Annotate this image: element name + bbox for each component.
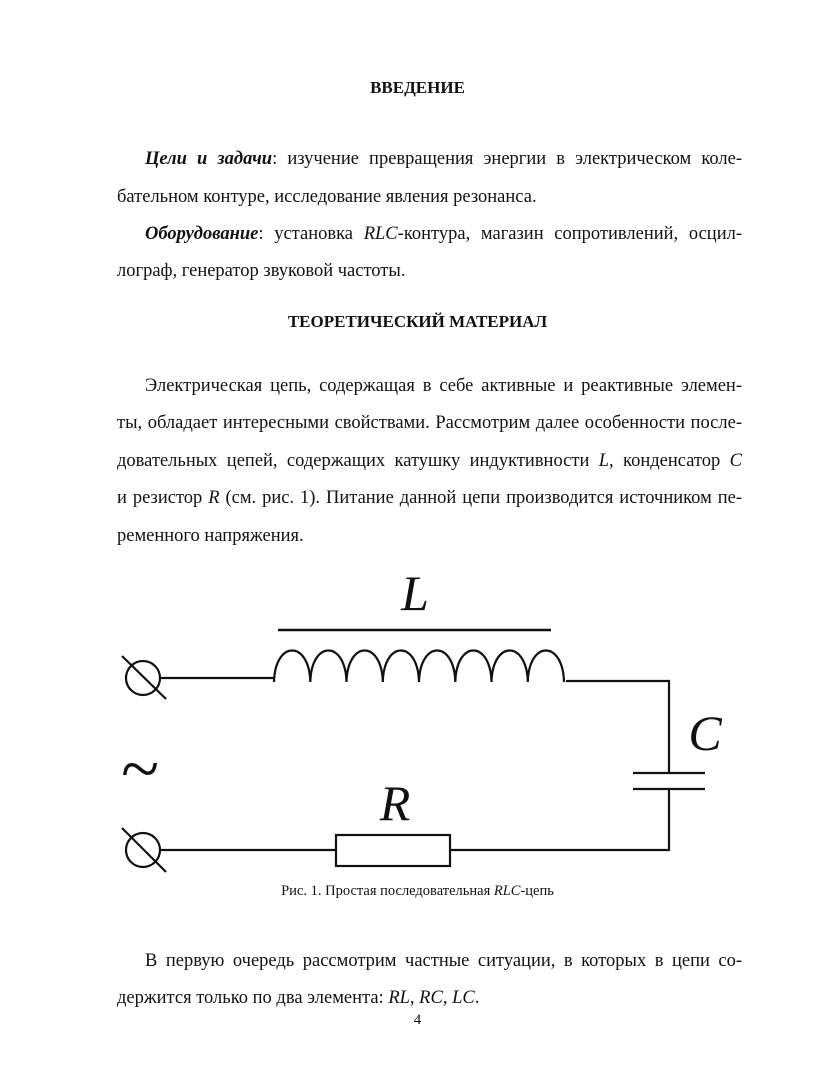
inductor-coil — [274, 651, 564, 683]
emphasized-text: L — [598, 451, 610, 471]
capacitor-label: C — [688, 705, 722, 761]
text-segment: довательных цепей, содержащих катушку индуктивности — [117, 451, 599, 471]
emphasized-text: C — [729, 451, 743, 471]
inductor-label: L — [401, 565, 429, 621]
ac-source-symbol: ~ — [121, 731, 159, 808]
resistor-label: R — [379, 775, 411, 831]
text-segment: (см. рис. 1). Питание данной цепи производится источником пе- — [219, 488, 742, 508]
text-segment: . — [474, 988, 480, 1008]
emphasized-text: RLC — [363, 224, 398, 244]
heading-theory: ТЕОРЕТИЧЕСКИЙ МАТЕРИАЛ — [287, 312, 548, 331]
text-segment: держится только по два элемента: — [117, 988, 389, 1008]
caption-prefix: Рис. 1. Простая последовательная — [281, 883, 494, 899]
text-segment: : установка — [258, 224, 364, 244]
emphasized-text: LC — [452, 988, 475, 1008]
text-segment: , конденсатор — [609, 451, 730, 471]
text-segment: , — [409, 988, 420, 1008]
text-segment: В первую очередь рассмотрим частные ситуации, в которых в цепи со- — [145, 951, 742, 971]
text-segment: , — [442, 988, 453, 1008]
figure-caption — [0, 883, 835, 900]
caption-suffix: -цепь — [520, 883, 554, 899]
caption-italic: RLC — [493, 883, 521, 899]
text-segment: ты, обладает интересными свойствами. Рассмотрим далее особенности после- — [117, 413, 742, 433]
page-number: 4 — [413, 1012, 422, 1028]
emphasized-text: Цели и задачи — [145, 149, 273, 169]
text-segment: Электрическая цепь, содержащая в себе активные и реактивные элемен- — [145, 376, 742, 396]
emphasized-text: RL — [388, 988, 410, 1008]
text-segment: бательном контуре, исследование явления резонанса. — [117, 187, 537, 207]
wire-top-right — [566, 681, 669, 773]
text-segment: -контура, магазин сопротивлений, осцил- — [397, 224, 742, 244]
text-segment: лограф, генератор звуковой частоты. — [117, 261, 406, 281]
emphasized-text: Оборудование — [145, 224, 259, 244]
heading-introduction: ВВЕДЕНИЕ — [370, 78, 465, 97]
emphasized-text: R — [208, 488, 220, 508]
text-segment: : изучение превращения энергии в электрическом коле- — [272, 149, 742, 169]
text-segment: ременного напряжения. — [117, 526, 304, 546]
resistor — [336, 835, 450, 866]
wire-bottom-right — [451, 789, 669, 850]
text-segment: и резистор — [117, 488, 209, 508]
emphasized-text: RC — [419, 988, 443, 1008]
